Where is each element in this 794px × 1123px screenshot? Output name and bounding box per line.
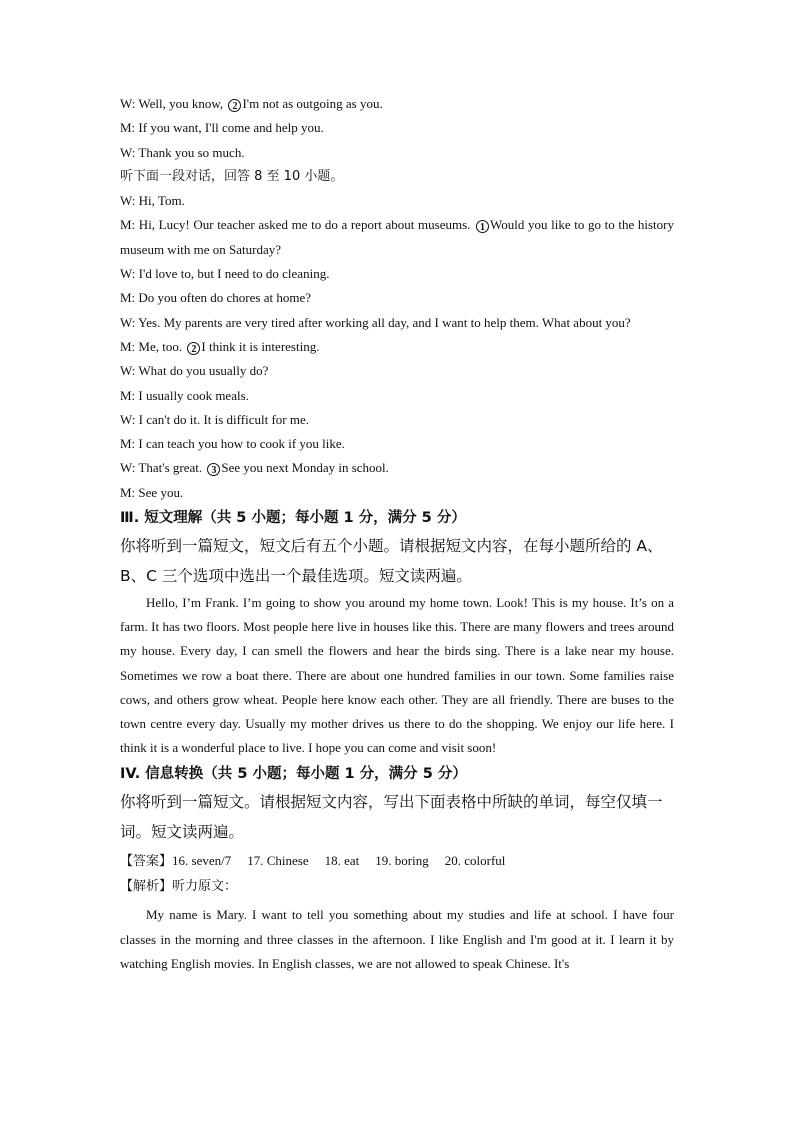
- dialogue-text: M: Hi, Lucy! Our teacher asked me to do a report about museums.: [120, 217, 475, 233]
- dialogue-line: [120, 286, 674, 310]
- dialogue-line: [120, 311, 674, 335]
- dialogue-text: I'm not as outgoing as you.: [242, 96, 383, 111]
- dialogue-line: [120, 335, 674, 359]
- document-page: [120, 92, 674, 976]
- dialogue-text: W: Thank you so much.: [120, 144, 245, 160]
- dialogue-text: M: Me, too.: [120, 338, 186, 354]
- section-4-passage: My name is Mary. I want to tell you something about my studies and life at school. I have four classes in the morning and three classes in the afternoon. I like English and I'm good at it. I learn it by watching English movies. In English classes, we are not allowed to speak Chinese. It's: [120, 907, 674, 971]
- answer-line: [120, 849, 674, 874]
- section-3-passage: Hello, I’m Frank. I’m going to show you around my home town. Look! This is my house. It’s on a farm. It has two floors. Most people here live in houses like this. There are many flowers and trees around my house. Every day, I can smell the flowers and hear the birds sing. There is a lake near my house. Sometimes we row a boat there. There are about one hundred families in our town. Some families raise cows, and others grow wheat. People here know each other. They are all friendly. There are buses to the town centre every day. Usually my mother drives us there to do the shopping. We enjoy our life here. I think it is a wonderful place to live. I hope you can come and visit soon!: [120, 595, 674, 756]
- circled-number: 2: [228, 99, 241, 112]
- dialogue-line: [120, 384, 674, 408]
- answer-item: 20. colorful: [444, 853, 506, 869]
- dialogue-text: See you next Monday in school.: [221, 460, 389, 476]
- dialogue-line: [120, 408, 674, 432]
- dialogue-text: M: See you.: [120, 484, 184, 500]
- dialogue-text: W: I'd love to, but I need to do cleaning.: [120, 266, 330, 282]
- dialogue-text: M: If you want, I'll come and help you.: [120, 120, 324, 136]
- dialogue-line: [120, 262, 674, 286]
- analysis-tag: 【解析】: [120, 879, 173, 895]
- dialogue-line: [120, 189, 674, 213]
- dialogue-line: [120, 141, 674, 165]
- answer-item: 19. boring: [375, 853, 429, 869]
- dialogue-line: [120, 213, 674, 262]
- dialogue-text: M: I usually cook meals.: [120, 387, 249, 403]
- circled-number: 2: [187, 342, 200, 355]
- section-4-instruction: 你将听到一篇短文。请根据短文内容，写出下面表格中所缺的单词，每空仅填一词。短文读两遍。: [120, 793, 663, 842]
- dialogue-2: [120, 189, 674, 505]
- answer-tag: 【答案】: [120, 854, 173, 870]
- answer-item: 17. Chinese: [247, 853, 309, 869]
- dialogue-text: M: I can teach you how to cook if you like.: [120, 436, 345, 452]
- dialogue-text: I think it is interesting.: [201, 338, 320, 354]
- analysis-line: [120, 874, 674, 899]
- dialogue-text: W: Hi, Tom.: [120, 193, 185, 209]
- circled-number: 1: [476, 220, 489, 233]
- listen-prompt: 听下面一段对话，回答 8 至 10 小题。: [120, 168, 344, 184]
- section-4-heading: IV. 信息转换（共 5 小题；每小题 1 分，满分 5 分）: [120, 766, 467, 783]
- dialogue-text: W: Well, you know,: [120, 96, 227, 111]
- dialogue-text: W: I can't do it. It is difficult for me.: [120, 411, 309, 427]
- dialogue-line: [120, 359, 674, 383]
- dialogue-text: W: What do you usually do?: [120, 363, 269, 379]
- section-3-heading: Ⅲ. 短文理解（共 5 小题；每小题 1 分，满分 5 分）: [120, 510, 466, 527]
- dialogue-text: M: Do you often do chores at home?: [120, 290, 311, 306]
- section-3-instruction: 你将听到一篇短文，短文后有五个小题。请根据短文内容，在每小题所给的 A、B、C 三个选项中选出一个最佳选项。短文读两遍。: [120, 537, 663, 586]
- circled-number: 3: [207, 463, 220, 476]
- dialogue-line: [120, 481, 674, 505]
- dialogue-line: [120, 432, 674, 456]
- dialogue-1: [120, 92, 674, 165]
- analysis-label: 听力原文：: [172, 879, 238, 895]
- answer-item: 16. seven/7: [172, 853, 232, 869]
- dialogue-line: [120, 456, 674, 480]
- dialogue-line: [120, 116, 674, 140]
- dialogue-line: [120, 92, 674, 116]
- dialogue-text: W: That's great.: [120, 460, 206, 476]
- dialogue-text: W: Yes. My parents are very tired after working all day, and I want to help them. What about you?: [120, 314, 631, 330]
- dialogue-text: Would you like to go to the history museum with me on Saturday?: [120, 217, 674, 257]
- answer-item: 18. eat: [324, 853, 360, 869]
